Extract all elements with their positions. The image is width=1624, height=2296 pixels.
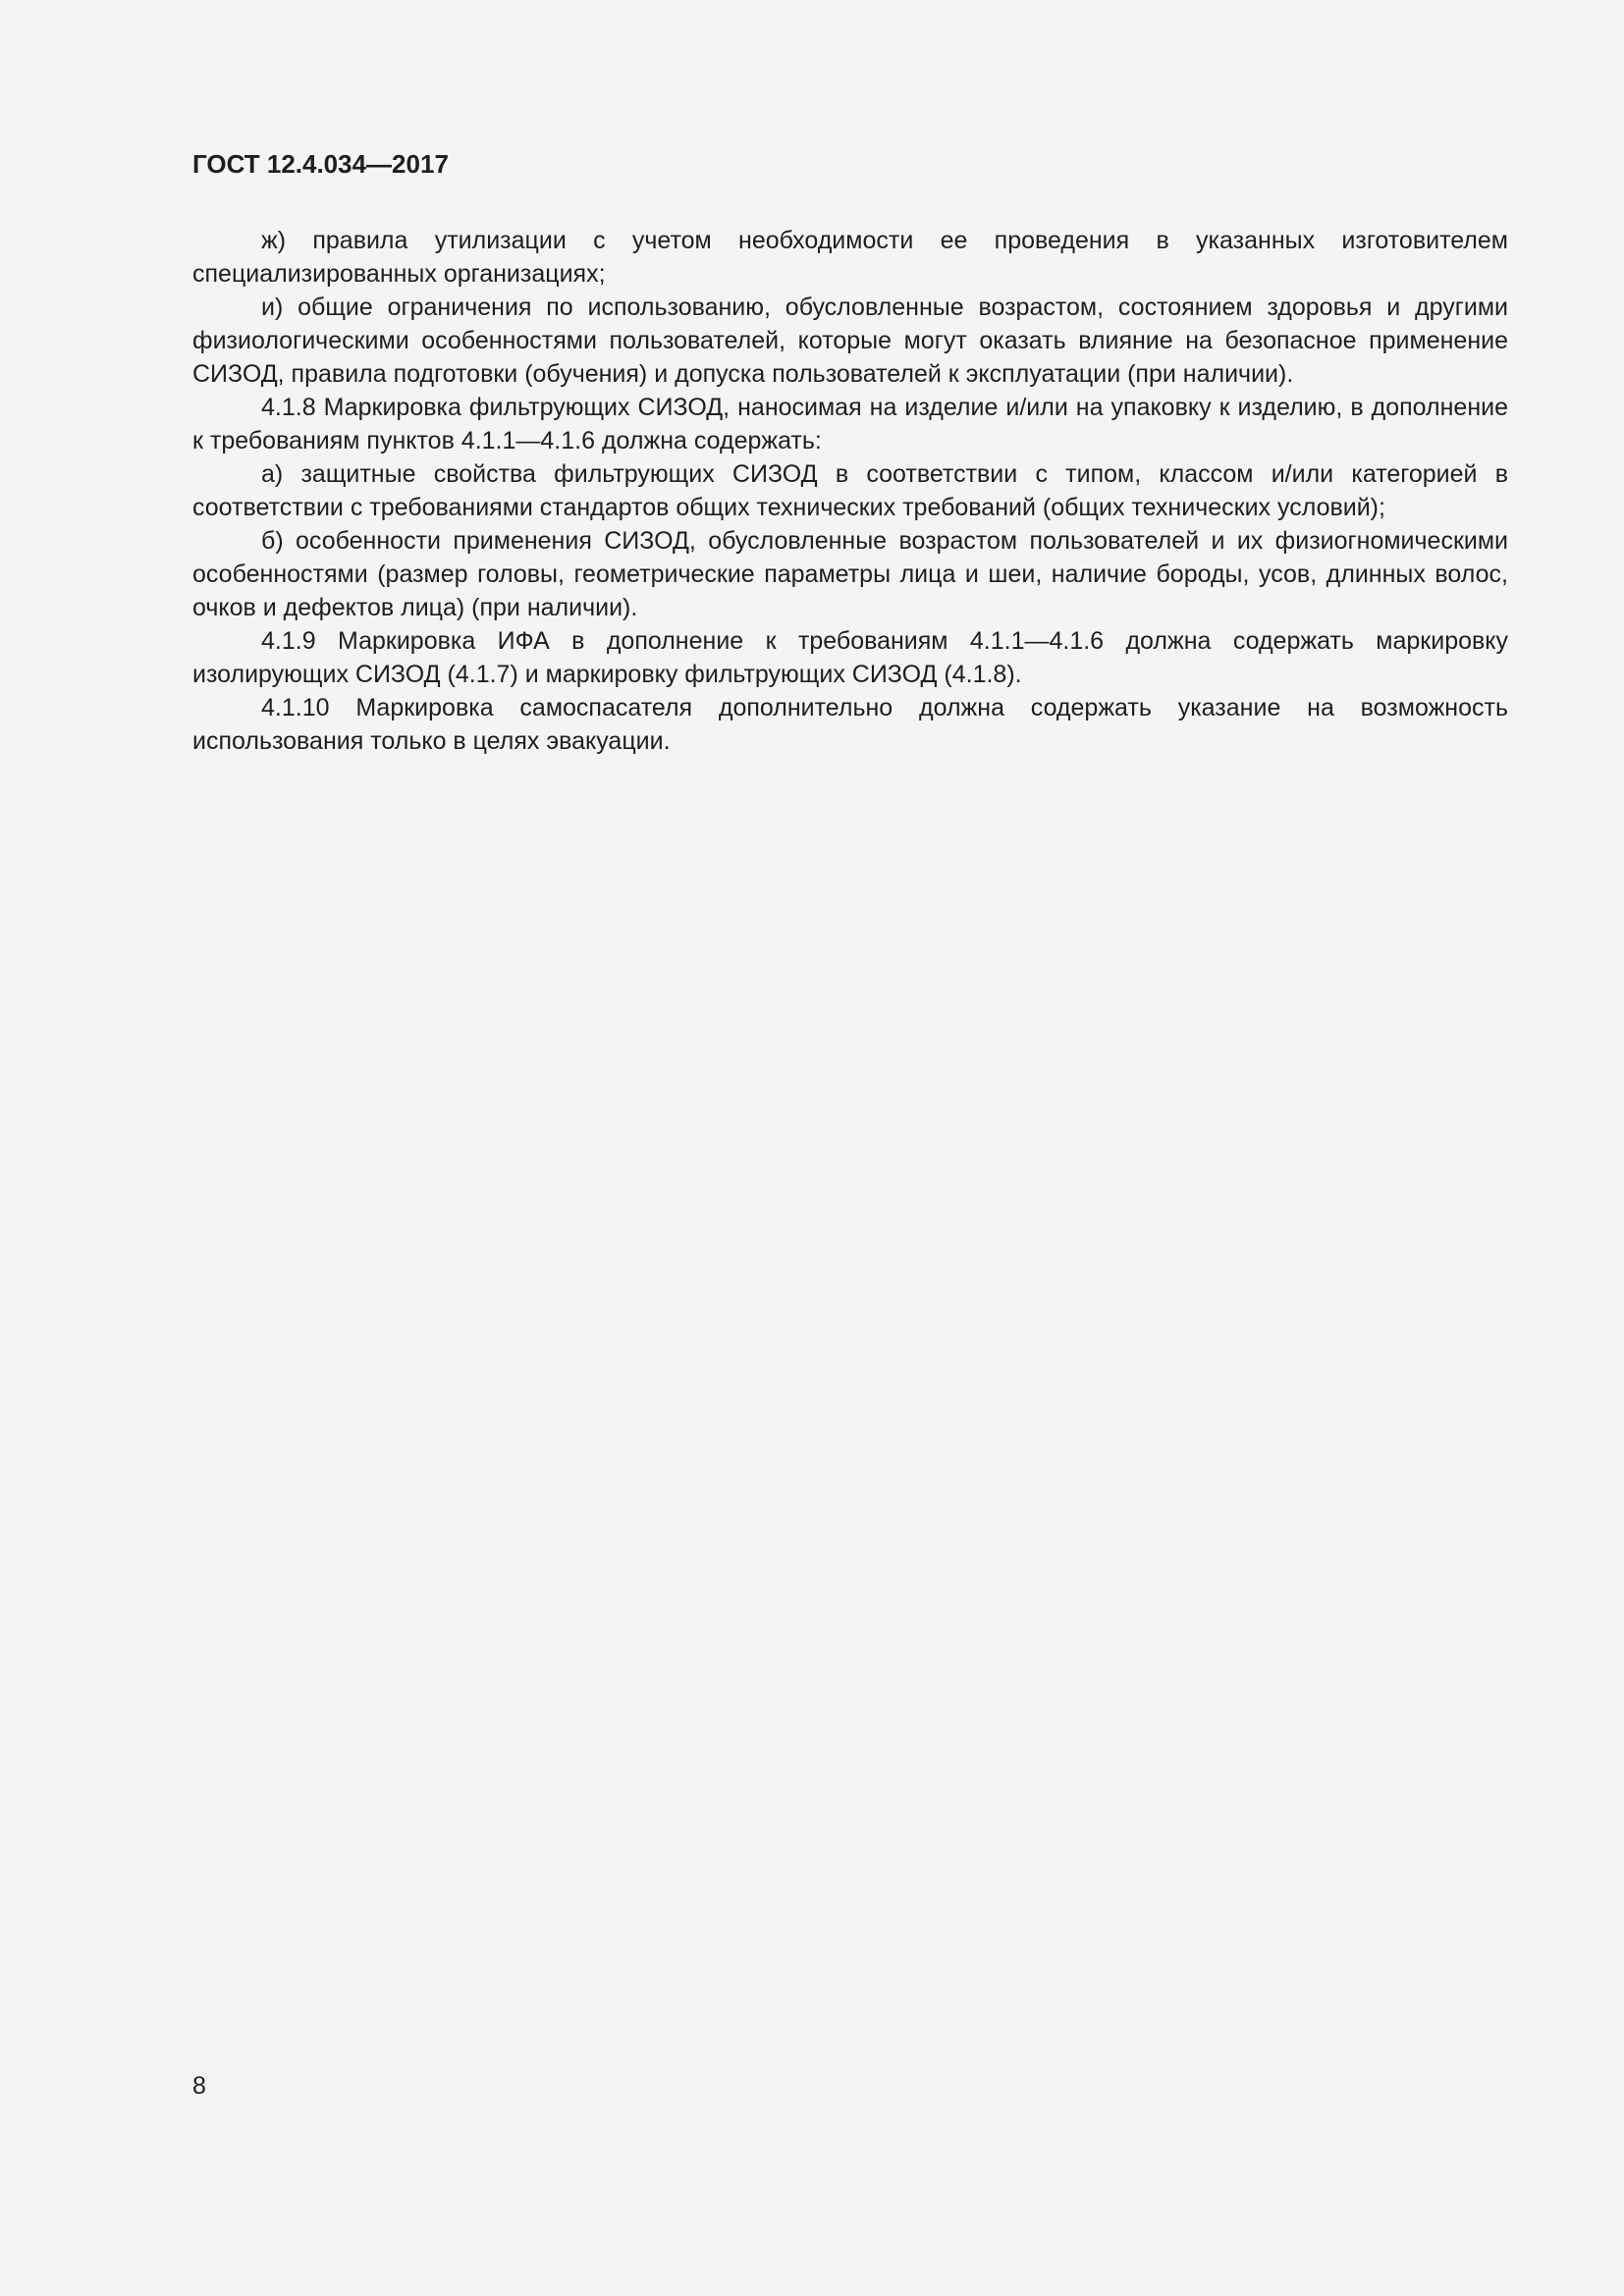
paragraph-4-1-9-ifa-marking: 4.1.9 Маркировка ИФА в дополнение к требованиям 4.1.1—4.1.6 должна содержать маркировку изолирующих СИЗОД (4.1.7) и маркировку фильтрующих СИЗОД (4.1.8). bbox=[192, 627, 1508, 688]
paragraph-a-protective-properties: а) защитные свойства фильтрующих СИЗОД в соответствии с типом, классом и/или категорией в соответствии с требованиями стандартов общих технических требований (общих технических условий); bbox=[192, 460, 1508, 521]
page-number: 8 bbox=[192, 2072, 206, 2100]
standard-code-header: ГОСТ 12.4.034—2017 bbox=[192, 149, 449, 179]
paragraph-4-1-8-filtering-marking: 4.1.8 Маркировка фильтрующих СИЗОД, наносимая на изделие и/или на упаковку к изделию, в дополнение к требованиям пунктов 4.1.1—4.1.6 должна содержать: bbox=[192, 394, 1508, 454]
paragraph-zh-disposal-rules: ж) правила утилизации с учетом необходимости ее проведения в указанных изготовителем специализированных организациях; bbox=[192, 227, 1508, 288]
paragraph-b-application-features: б) особенности применения СИЗОД, обусловленные возрастом пользователей и их физиогномическими особенностями (размер головы, геометрические параметры лица и шеи, наличие бороды, усов, длинных волос, очков и дефектов лица) (при наличии). bbox=[192, 527, 1508, 621]
paragraph-4-1-10-self-rescuer-marking: 4.1.10 Маркировка самоспасателя дополнительно должна содержать указание на возможность использования только в целях эвакуации. bbox=[192, 694, 1508, 755]
paragraph-i-usage-restrictions: и) общие ограничения по использованию, обусловленные возрастом, состоянием здоровья и другими физиологическими особенностями пользователей, которые могут оказать влияние на безопасное применение СИЗОД, правила подготовки (обучения) и допуска пользователей к эксплуатации (при наличии). bbox=[192, 294, 1508, 388]
document-body bbox=[192, 224, 1508, 758]
